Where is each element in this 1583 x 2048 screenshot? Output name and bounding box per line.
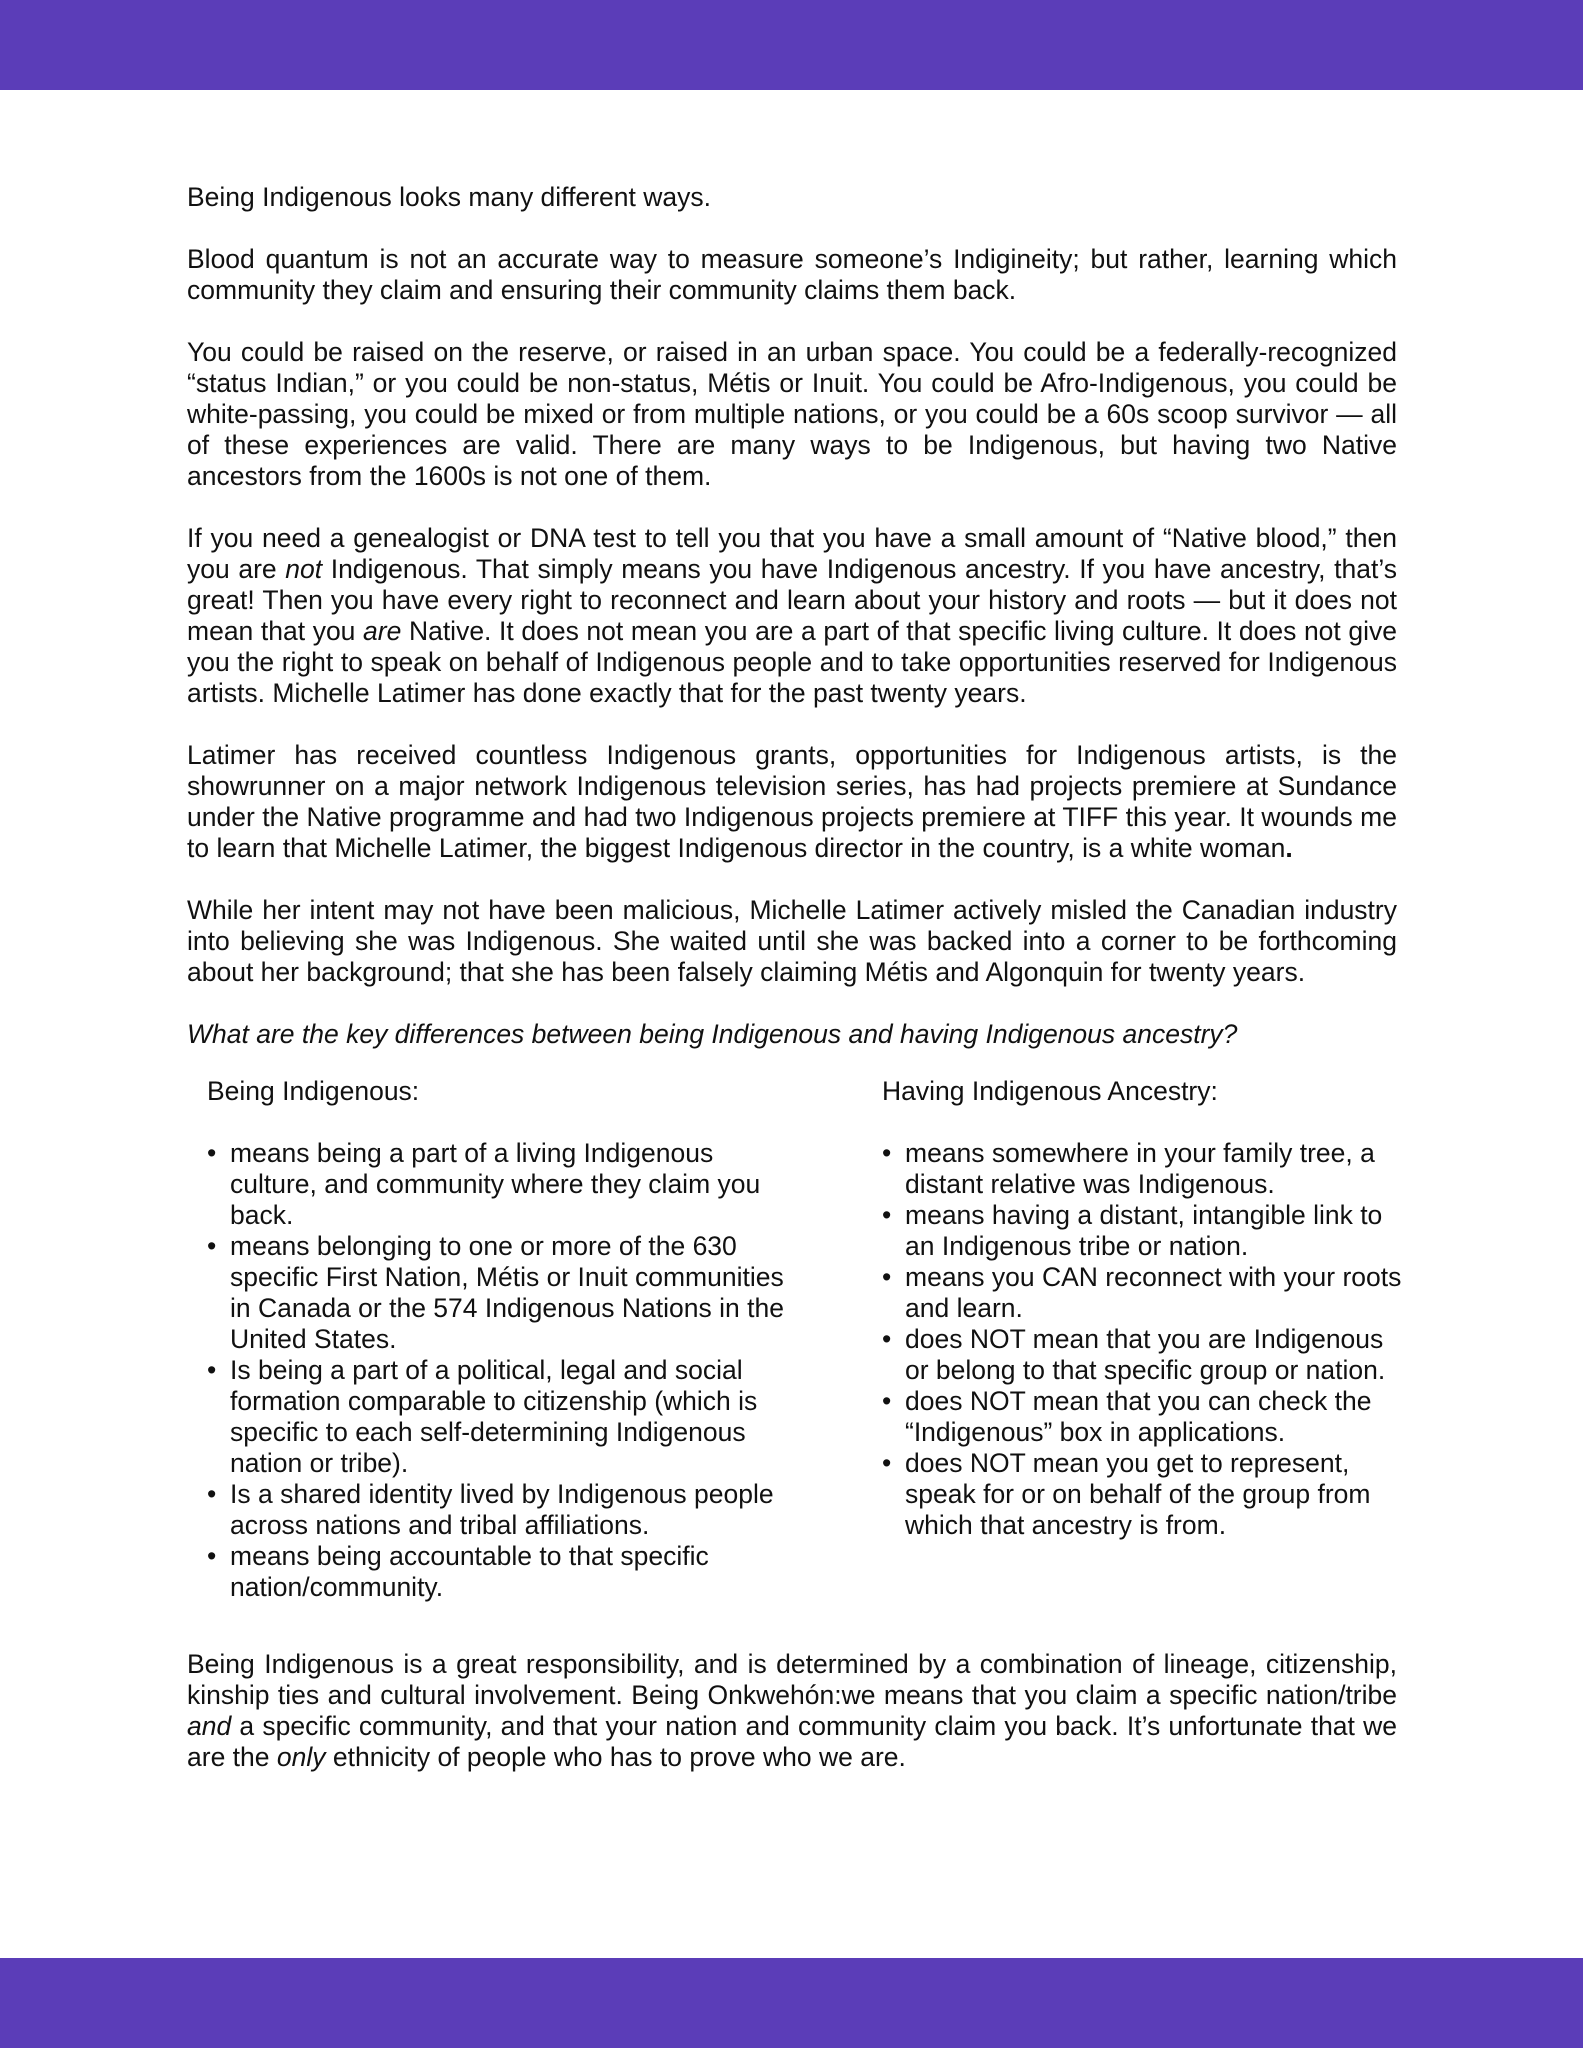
list-item <box>207 1479 787 1541</box>
list-item <box>207 1231 787 1355</box>
text-run: Latimer has received countless Indigenous grants, opportunities for Indigenous artists, is the showrunner on a major network Indigenous television series, has had projects premiere at Sundance under the Native programme and had two Indigenous projects premiere at TIFF this year. It wounds me to learn that Michelle Latimer, the biggest Indigenous director in the country, is a white woman <box>187 740 1397 863</box>
text-run: a specific community, and that your nation and community claim you back. It’s unfortunate that we are the <box>187 1711 1397 1772</box>
list-item <box>207 1138 787 1231</box>
list-item-text: does NOT mean that you can check the “Indigenous” box in applications. <box>905 1386 1372 1447</box>
column-having-ancestry <box>862 1076 1402 1603</box>
paragraph-intro: Being Indigenous looks many different ways. <box>187 182 711 212</box>
list-item-text: Is a shared identity lived by Indigenous people across nations and tribal affiliations. <box>230 1479 774 1540</box>
bold-period: . <box>1285 833 1293 863</box>
bullet-icon: • <box>882 1448 892 1478</box>
text-run: Native. It does not mean you are a part of that specific living culture. It does not give you the right to speak on behalf of Indigenous people and to take opportunities reserved for Indigenous artists. Michelle Latimer has done exactly that for the past twenty years. <box>187 616 1397 708</box>
paragraph-many-ways: You could be raised on the reserve, or raised in an urban space. You could be a federally-recognized “status Indian,” or you could be non-status, Métis or Inuit. You could be Afro-Indigenous, you could be white-passing, you could be mixed or from multiple nations, or you could be a 60s scoop survivor — all of these experiences are valid. There are many ways to be Indigenous, but having two Native ancestors from the 1600s is not one of them. <box>187 337 1397 491</box>
column-title-having-ancestry: Having Indigenous Ancestry: <box>882 1076 1218 1106</box>
list-item-text: Is being a part of a political, legal and social formation comparable to citizenship (which is specific to each self-determining Indigenous nation or tribe). <box>230 1355 758 1478</box>
list-item-text: means having a distant, intangible link to an Indigenous tribe or nation. <box>905 1200 1383 1261</box>
list-item <box>882 1448 1402 1541</box>
bottom-color-band <box>0 1958 1583 2048</box>
list-item <box>882 1262 1402 1324</box>
list-item <box>882 1138 1402 1200</box>
emphasis-not: not <box>285 554 323 584</box>
bullet-icon: • <box>207 1541 217 1571</box>
list-item-text: does NOT mean that you are Indigenous or belong to that specific group or nation. <box>905 1324 1386 1385</box>
list-being-indigenous <box>207 1138 787 1603</box>
emphasis-are: are <box>363 616 402 646</box>
bullet-icon: • <box>882 1200 892 1230</box>
emphasis-only: only <box>276 1742 326 1772</box>
list-item <box>882 1200 1402 1262</box>
bullet-icon: • <box>207 1479 217 1509</box>
text-run: Indigenous. That simply means you have Indigenous ancestry. If you have ancestry, that’s great! Then you have every right to reconnect and learn about your history and roots — but it does not mean that you <box>187 554 1397 646</box>
list-item-text: means belonging to one or more of the 630 specific First Nation, Métis or Inuit communities in Canada or the 574 Indigenous Nations in the United States. <box>230 1231 784 1354</box>
list-item <box>207 1541 787 1603</box>
bullet-icon: • <box>882 1324 892 1354</box>
article-body <box>187 182 1402 1804</box>
paragraph-blood-quantum: Blood quantum is not an accurate way to measure someone’s Indigineity; but rather, learning which community they claim and ensuring their community claims them back. <box>187 244 1397 305</box>
comparison-columns <box>187 1076 1402 1603</box>
list-item <box>882 1386 1402 1448</box>
bullet-icon: • <box>207 1231 217 1261</box>
paragraph-ancestry <box>187 523 1397 709</box>
list-having-ancestry <box>882 1138 1402 1541</box>
emphasis-and: and <box>187 1711 232 1741</box>
list-item <box>207 1355 787 1479</box>
bullet-icon: • <box>882 1386 892 1416</box>
column-title-being-indigenous: Being Indigenous: <box>207 1076 420 1106</box>
paragraph-responsibility <box>187 1649 1397 1773</box>
paragraph-misled: While her intent may not have been malicious, Michelle Latimer actively misled the Canadian industry into believing she was Indigenous. She waited until she was backed into a corner to be forthcoming about her background; that she has been falsely claiming Métis and Algonquin for twenty years. <box>187 895 1397 987</box>
list-item-text: means somewhere in your family tree, a distant relative was Indigenous. <box>905 1138 1375 1199</box>
column-being-indigenous <box>187 1076 862 1603</box>
bullet-icon: • <box>882 1138 892 1168</box>
text-run: ethnicity of people who has to prove who we are. <box>325 1742 906 1772</box>
question-heading: What are the key differences between being Indigenous and having Indigenous ancestry? <box>187 1019 1238 1049</box>
bullet-icon: • <box>207 1138 217 1168</box>
bullet-icon: • <box>207 1355 217 1385</box>
list-item-text: does NOT mean you get to represent, speak for or on behalf of the group from which that ancestry is from. <box>905 1448 1371 1540</box>
text-run: Being Indigenous is a great responsibility, and is determined by a combination of lineage, citizenship, kinship ties and cultural involvement. Being Onkwehón:we means that you claim a specific nation/tribe <box>187 1649 1397 1710</box>
bullet-icon: • <box>882 1262 892 1292</box>
top-color-band <box>0 0 1583 90</box>
list-item-text: means being accountable to that specific nation/community. <box>230 1541 709 1602</box>
text-run: If you need a genealogist or DNA test to tell you that you have a small amount of “Native blood,” then you are <box>187 523 1397 584</box>
paragraph-latimer <box>187 740 1397 864</box>
list-item-text: means being a part of a living Indigenous culture, and community where they claim you back. <box>230 1138 761 1230</box>
list-item <box>882 1324 1402 1386</box>
list-item-text: means you CAN reconnect with your roots and learn. <box>905 1262 1402 1323</box>
